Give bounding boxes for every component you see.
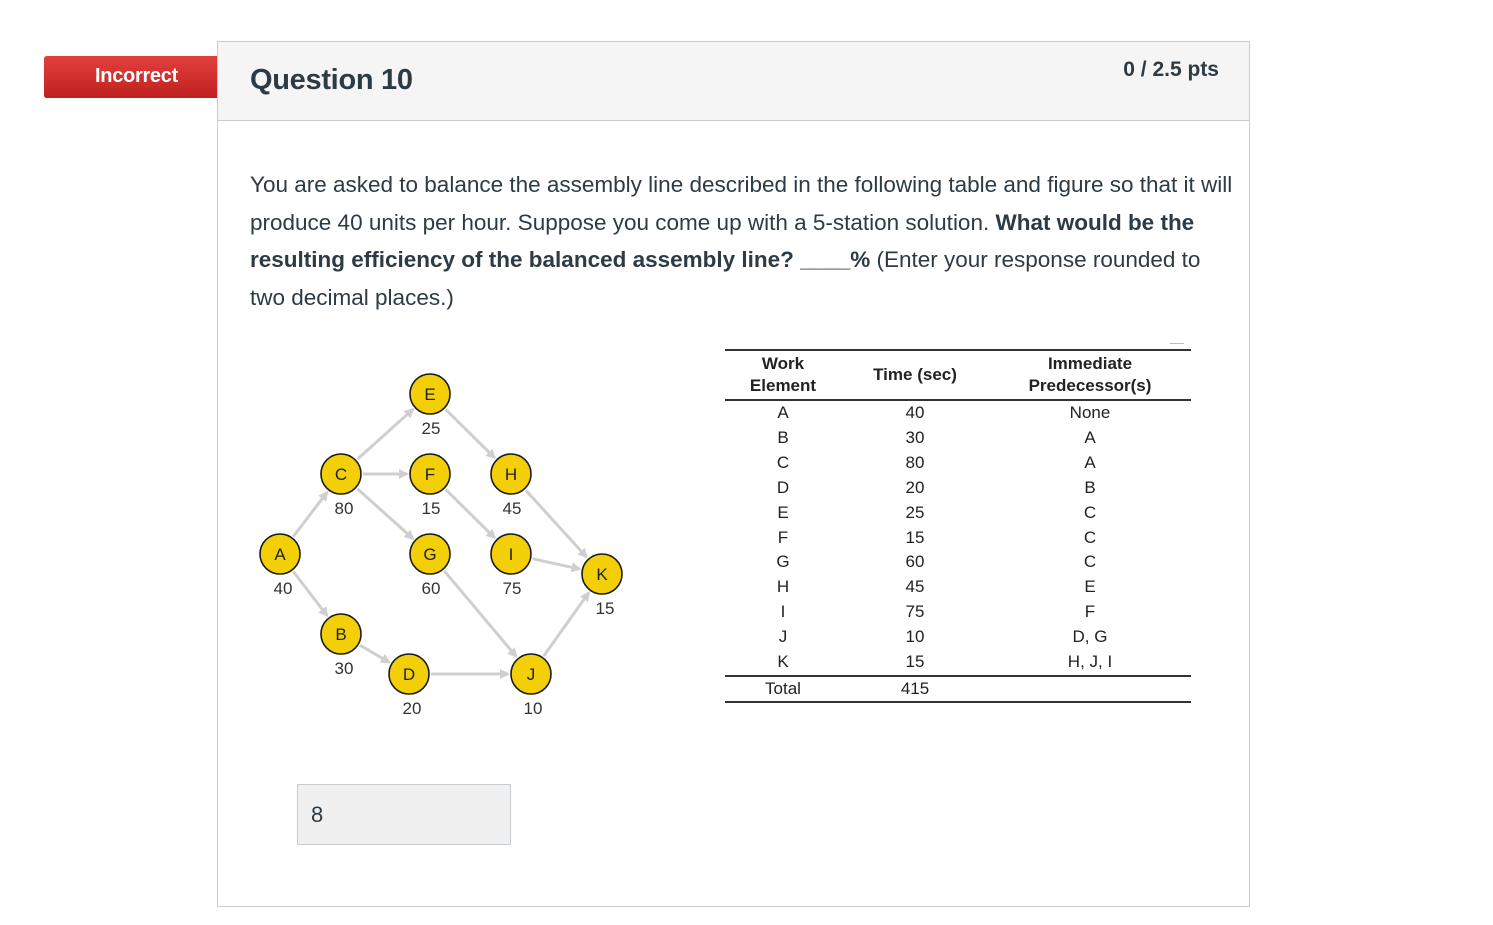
table-cell-pred: B <box>1084 477 1096 497</box>
table-cell-time: 40 <box>905 403 925 422</box>
edge-B-D <box>360 645 389 662</box>
table-cell-pred: C <box>1083 502 1097 522</box>
table-row <box>725 650 1191 676</box>
node-C <box>321 454 361 518</box>
edge-C-G <box>357 489 413 539</box>
table-row <box>725 426 1191 451</box>
table-cell-pred: D, G <box>1072 627 1108 647</box>
node-H <box>491 454 531 518</box>
node-label: H <box>504 465 518 484</box>
table-cell-element: D <box>776 477 790 497</box>
table-cell-time: 45 <box>905 577 925 597</box>
table-cell-element: E <box>777 502 789 522</box>
table-row <box>725 501 1191 526</box>
precedence-diagram <box>253 350 653 720</box>
node-time: 30 <box>334 659 354 678</box>
table-cell-pred: C <box>1083 552 1097 572</box>
node-label: E <box>424 385 436 404</box>
table-cell-pred: None <box>1069 403 1111 422</box>
table-cell-pred: H, J, I <box>1067 652 1113 672</box>
table-cell-pred: C <box>1083 527 1097 547</box>
node-label: D <box>402 665 416 684</box>
table-cell-pred: A <box>1084 427 1096 447</box>
node-time: 45 <box>502 499 522 518</box>
table-cell-element: A <box>777 403 789 422</box>
node-time: 75 <box>502 579 522 598</box>
node-A <box>260 534 300 598</box>
table-header-row <box>725 350 1191 400</box>
edge-I-K <box>532 559 579 569</box>
header-work-element: Work Element <box>749 354 817 395</box>
table-cell-pred: E <box>1084 577 1096 597</box>
table-row <box>725 400 1191 426</box>
table-total-row <box>725 676 1191 702</box>
node-time: 80 <box>334 499 354 518</box>
question-text-intro: You are asked to balance the assembly line described in the following table and figure so that it will produce 40 units per hour. Suppose you come up with a 5-station solution. <box>250 172 1233 235</box>
table-cell-time: 75 <box>905 602 925 622</box>
node-label: J <box>526 665 536 684</box>
edge-F-I <box>446 489 495 537</box>
node-time: 15 <box>421 499 441 518</box>
edge-C-E <box>357 409 413 459</box>
question-text-instruction: (Enter your response rounded to two decimal places.) <box>250 247 1201 310</box>
table-row <box>725 526 1191 551</box>
table-cell-time: 25 <box>905 502 925 522</box>
node-I <box>491 534 531 598</box>
header-time: Time (sec) <box>873 365 957 384</box>
table-cell-element: I <box>780 602 786 622</box>
table-cell-time: 15 <box>905 652 925 672</box>
node-label: K <box>596 565 608 584</box>
node-time: 20 <box>402 699 422 718</box>
node-time: 25 <box>421 419 441 438</box>
edge-E-H <box>446 409 495 457</box>
edge-A-B <box>293 571 327 615</box>
node-label: F <box>424 465 436 484</box>
node-K <box>582 554 622 618</box>
node-D <box>389 654 429 718</box>
table-cell-element: G <box>776 552 790 572</box>
table-cell-element: K <box>777 652 789 672</box>
table-cell-time: 15 <box>905 527 925 547</box>
table-row <box>725 575 1191 600</box>
node-F <box>410 454 450 518</box>
node-label: G <box>423 545 437 564</box>
table-cell-time: 10 <box>905 627 925 647</box>
node-label: I <box>508 545 514 564</box>
node-time: 40 <box>273 579 293 598</box>
edge-J-K <box>544 593 589 656</box>
question-title: Question 10 <box>250 64 413 96</box>
table-cell-time: 60 <box>905 552 925 572</box>
node-B <box>321 614 361 678</box>
question-header <box>218 42 1249 121</box>
question-text <box>250 166 1240 316</box>
table-row <box>725 476 1191 501</box>
node-time: 60 <box>421 579 441 598</box>
edge-A-C <box>293 492 327 536</box>
answer-input[interactable]: 8 <box>297 784 511 845</box>
node-J <box>511 654 551 718</box>
node-time: 10 <box>523 699 543 718</box>
table-cell-element: B <box>777 427 789 447</box>
header-predecessors: Immediate Predecessor(s) <box>1028 354 1152 395</box>
node-label: C <box>334 465 348 484</box>
node-label: B <box>335 625 347 644</box>
table-cell-element: C <box>776 452 790 472</box>
incorrect-flag-label: Incorrect <box>95 65 178 87</box>
question-text-bold: What would be the resulting efficiency of the balanced assembly line? ____% <box>250 209 1195 272</box>
edge-H-K <box>526 490 587 557</box>
table-cell-time: 20 <box>905 477 925 497</box>
table-corner-mark <box>1170 343 1184 344</box>
table-cell-element: F <box>777 527 789 547</box>
table-row <box>725 600 1191 625</box>
incorrect-flag <box>44 56 242 98</box>
table-row <box>725 451 1191 476</box>
work-element-table <box>725 349 1191 703</box>
table-row <box>725 550 1191 575</box>
node-time: 15 <box>595 599 615 618</box>
table-cell-element: J <box>778 627 788 647</box>
table-cell-time: 80 <box>905 452 925 472</box>
table-total-empty <box>989 676 1191 702</box>
question-points: 0 / 2.5 pts <box>1123 58 1219 81</box>
table-total-time: 415 <box>900 678 930 698</box>
table-cell-element: H <box>776 577 790 597</box>
table-cell-pred: A <box>1084 452 1096 472</box>
node-G <box>410 534 450 598</box>
table-row <box>725 625 1191 650</box>
table-total-label: Total <box>765 678 801 698</box>
node-label: A <box>274 545 286 564</box>
node-E <box>410 374 450 438</box>
table-cell-time: 30 <box>905 427 925 447</box>
table-cell-pred: F <box>1084 602 1096 622</box>
